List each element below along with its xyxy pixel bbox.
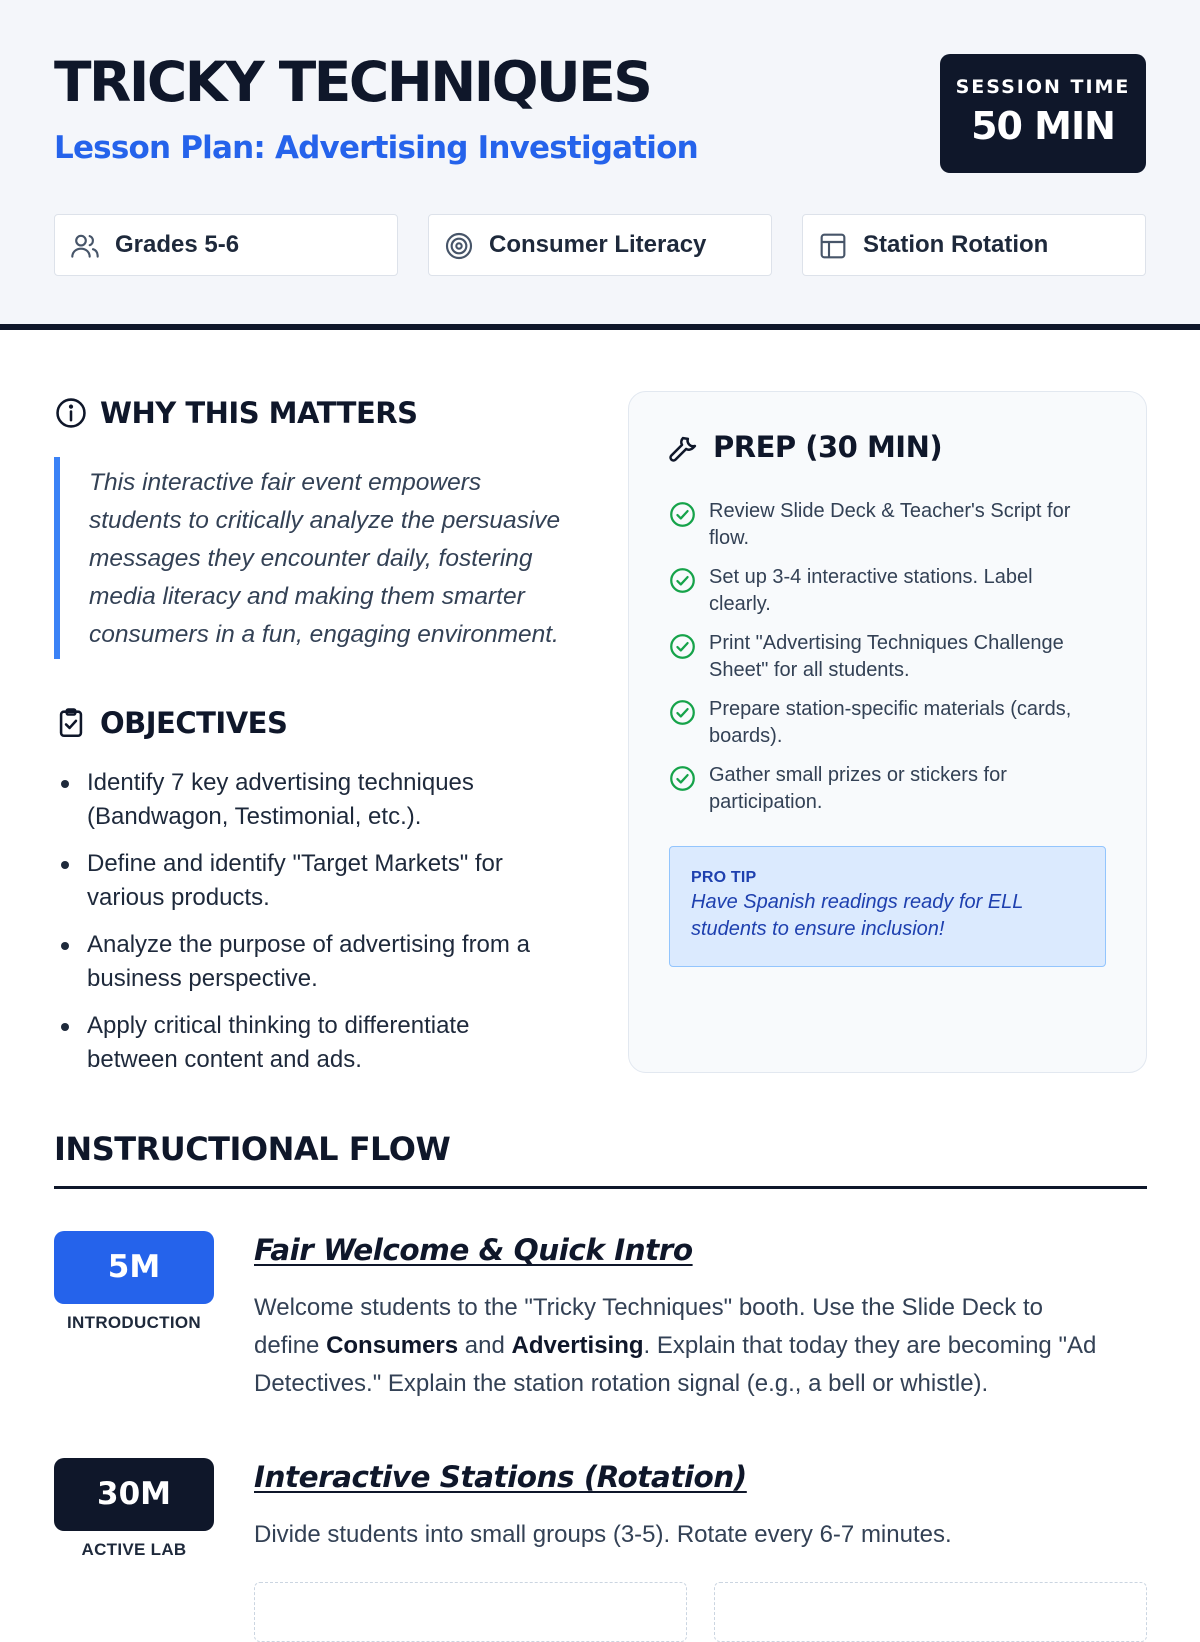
page-title: TRICKY TECHNIQUES — [54, 50, 651, 114]
check-circle-icon — [669, 567, 696, 594]
users-icon — [69, 230, 101, 262]
pro-tip-label: PRO TIP — [691, 869, 757, 886]
layout-icon — [817, 230, 849, 262]
step-duration-badge: 5M — [54, 1231, 214, 1304]
prep-item: Set up 3-4 interactive stations. Label clearly. — [669, 564, 1109, 617]
check-circle-icon — [669, 501, 696, 528]
chip-grades — [54, 214, 398, 276]
step-phase-label: ACTIVE LAB — [81, 1540, 187, 1559]
step-description — [254, 1289, 1149, 1403]
objectives-heading-text: OBJECTIVES — [100, 706, 288, 740]
objective-item: Identify 7 key advertising techniques (Bandwagon, Testimonial, etc.). — [54, 766, 574, 834]
step-duration-badge: 30M — [54, 1458, 214, 1531]
chip-subject — [428, 214, 772, 276]
objectives-heading — [54, 706, 287, 740]
why-line: messages they encounter daily, fostering — [89, 545, 533, 572]
target-icon — [443, 230, 475, 262]
prep-item: Print "Advertising Techniques Challenge Sheet" for all students. — [669, 630, 1109, 683]
why-line: consumers in a fun, engaging environment. — [89, 621, 559, 648]
why-heading — [54, 396, 418, 430]
check-circle-icon — [669, 699, 696, 726]
page-subtitle: Lesson Plan: Advertising Investigation — [54, 130, 698, 166]
header — [0, 0, 1200, 330]
why-quote — [54, 457, 574, 659]
info-icon — [54, 396, 88, 430]
check-circle-icon — [669, 633, 696, 660]
step-description-line: Detectives." Explain the station rotation signal (e.g., a bell or whistle). — [254, 1370, 989, 1397]
chip-format-label: Station Rotation — [863, 231, 1049, 258]
step-title-link[interactable]: Fair Welcome & Quick Intro — [254, 1233, 693, 1267]
prep-item: Review Slide Deck & Teacher's Script for flow. — [669, 498, 1109, 551]
check-circle-icon — [669, 765, 696, 792]
session-time-value: 50 MIN — [971, 104, 1115, 148]
prep-item: Gather small prizes or stickers for participation. — [669, 762, 1109, 815]
flow-divider — [54, 1186, 1147, 1189]
why-line: This interactive fair event empowers — [89, 469, 482, 496]
step-phase-label: INTRODUCTION — [67, 1313, 201, 1332]
pro-tip-body: Have Spanish readings ready for ELL students to ensure inclusion! — [691, 891, 1024, 940]
objective-item: Analyze the purpose of advertising from a business perspective. — [54, 928, 574, 996]
step-description-line: define Consumers and Advertising. Explain that today they are becoming "Ad — [254, 1332, 1097, 1359]
objective-item: Define and identify "Target Markets" for various products. — [54, 847, 574, 915]
prep-heading-text: PREP (30 MIN) — [713, 430, 943, 464]
objectives-list — [54, 766, 574, 1090]
objective-item: Apply critical thinking to differentiate between content and ads. — [54, 1009, 574, 1077]
why-line: media literacy and making them smarter — [89, 583, 525, 610]
station-card — [254, 1582, 687, 1642]
chip-subject-label: Consumer Literacy — [489, 231, 707, 258]
session-time-label: SESSION TIME — [955, 76, 1131, 98]
why-heading-text: WHY THIS MATTERS — [100, 396, 418, 430]
step-description-line: Welcome students to the "Tricky Techniques" booth. Use the Slide Deck to — [254, 1294, 1043, 1321]
step-description — [254, 1516, 1149, 1554]
wrench-icon — [667, 430, 701, 464]
why-line: students to critically analyze the persuasive — [89, 507, 561, 534]
prep-list — [669, 498, 1109, 828]
clipboard-check-icon — [54, 706, 88, 740]
flow-heading: INSTRUCTIONAL FLOW — [54, 1130, 451, 1168]
station-card — [714, 1582, 1147, 1642]
session-time-badge — [940, 54, 1146, 173]
step-description-line: Divide students into small groups (3-5). Rotate every 6-7 minutes. — [254, 1521, 952, 1548]
chip-format — [802, 214, 1146, 276]
chip-grades-label: Grades 5-6 — [115, 231, 240, 258]
prep-heading — [667, 430, 942, 464]
prep-item: Prepare station-specific materials (cards, boards). — [669, 696, 1109, 749]
pro-tip-box — [669, 846, 1106, 967]
step-title-link[interactable]: Interactive Stations (Rotation) — [254, 1460, 747, 1494]
prep-card — [628, 391, 1147, 1073]
